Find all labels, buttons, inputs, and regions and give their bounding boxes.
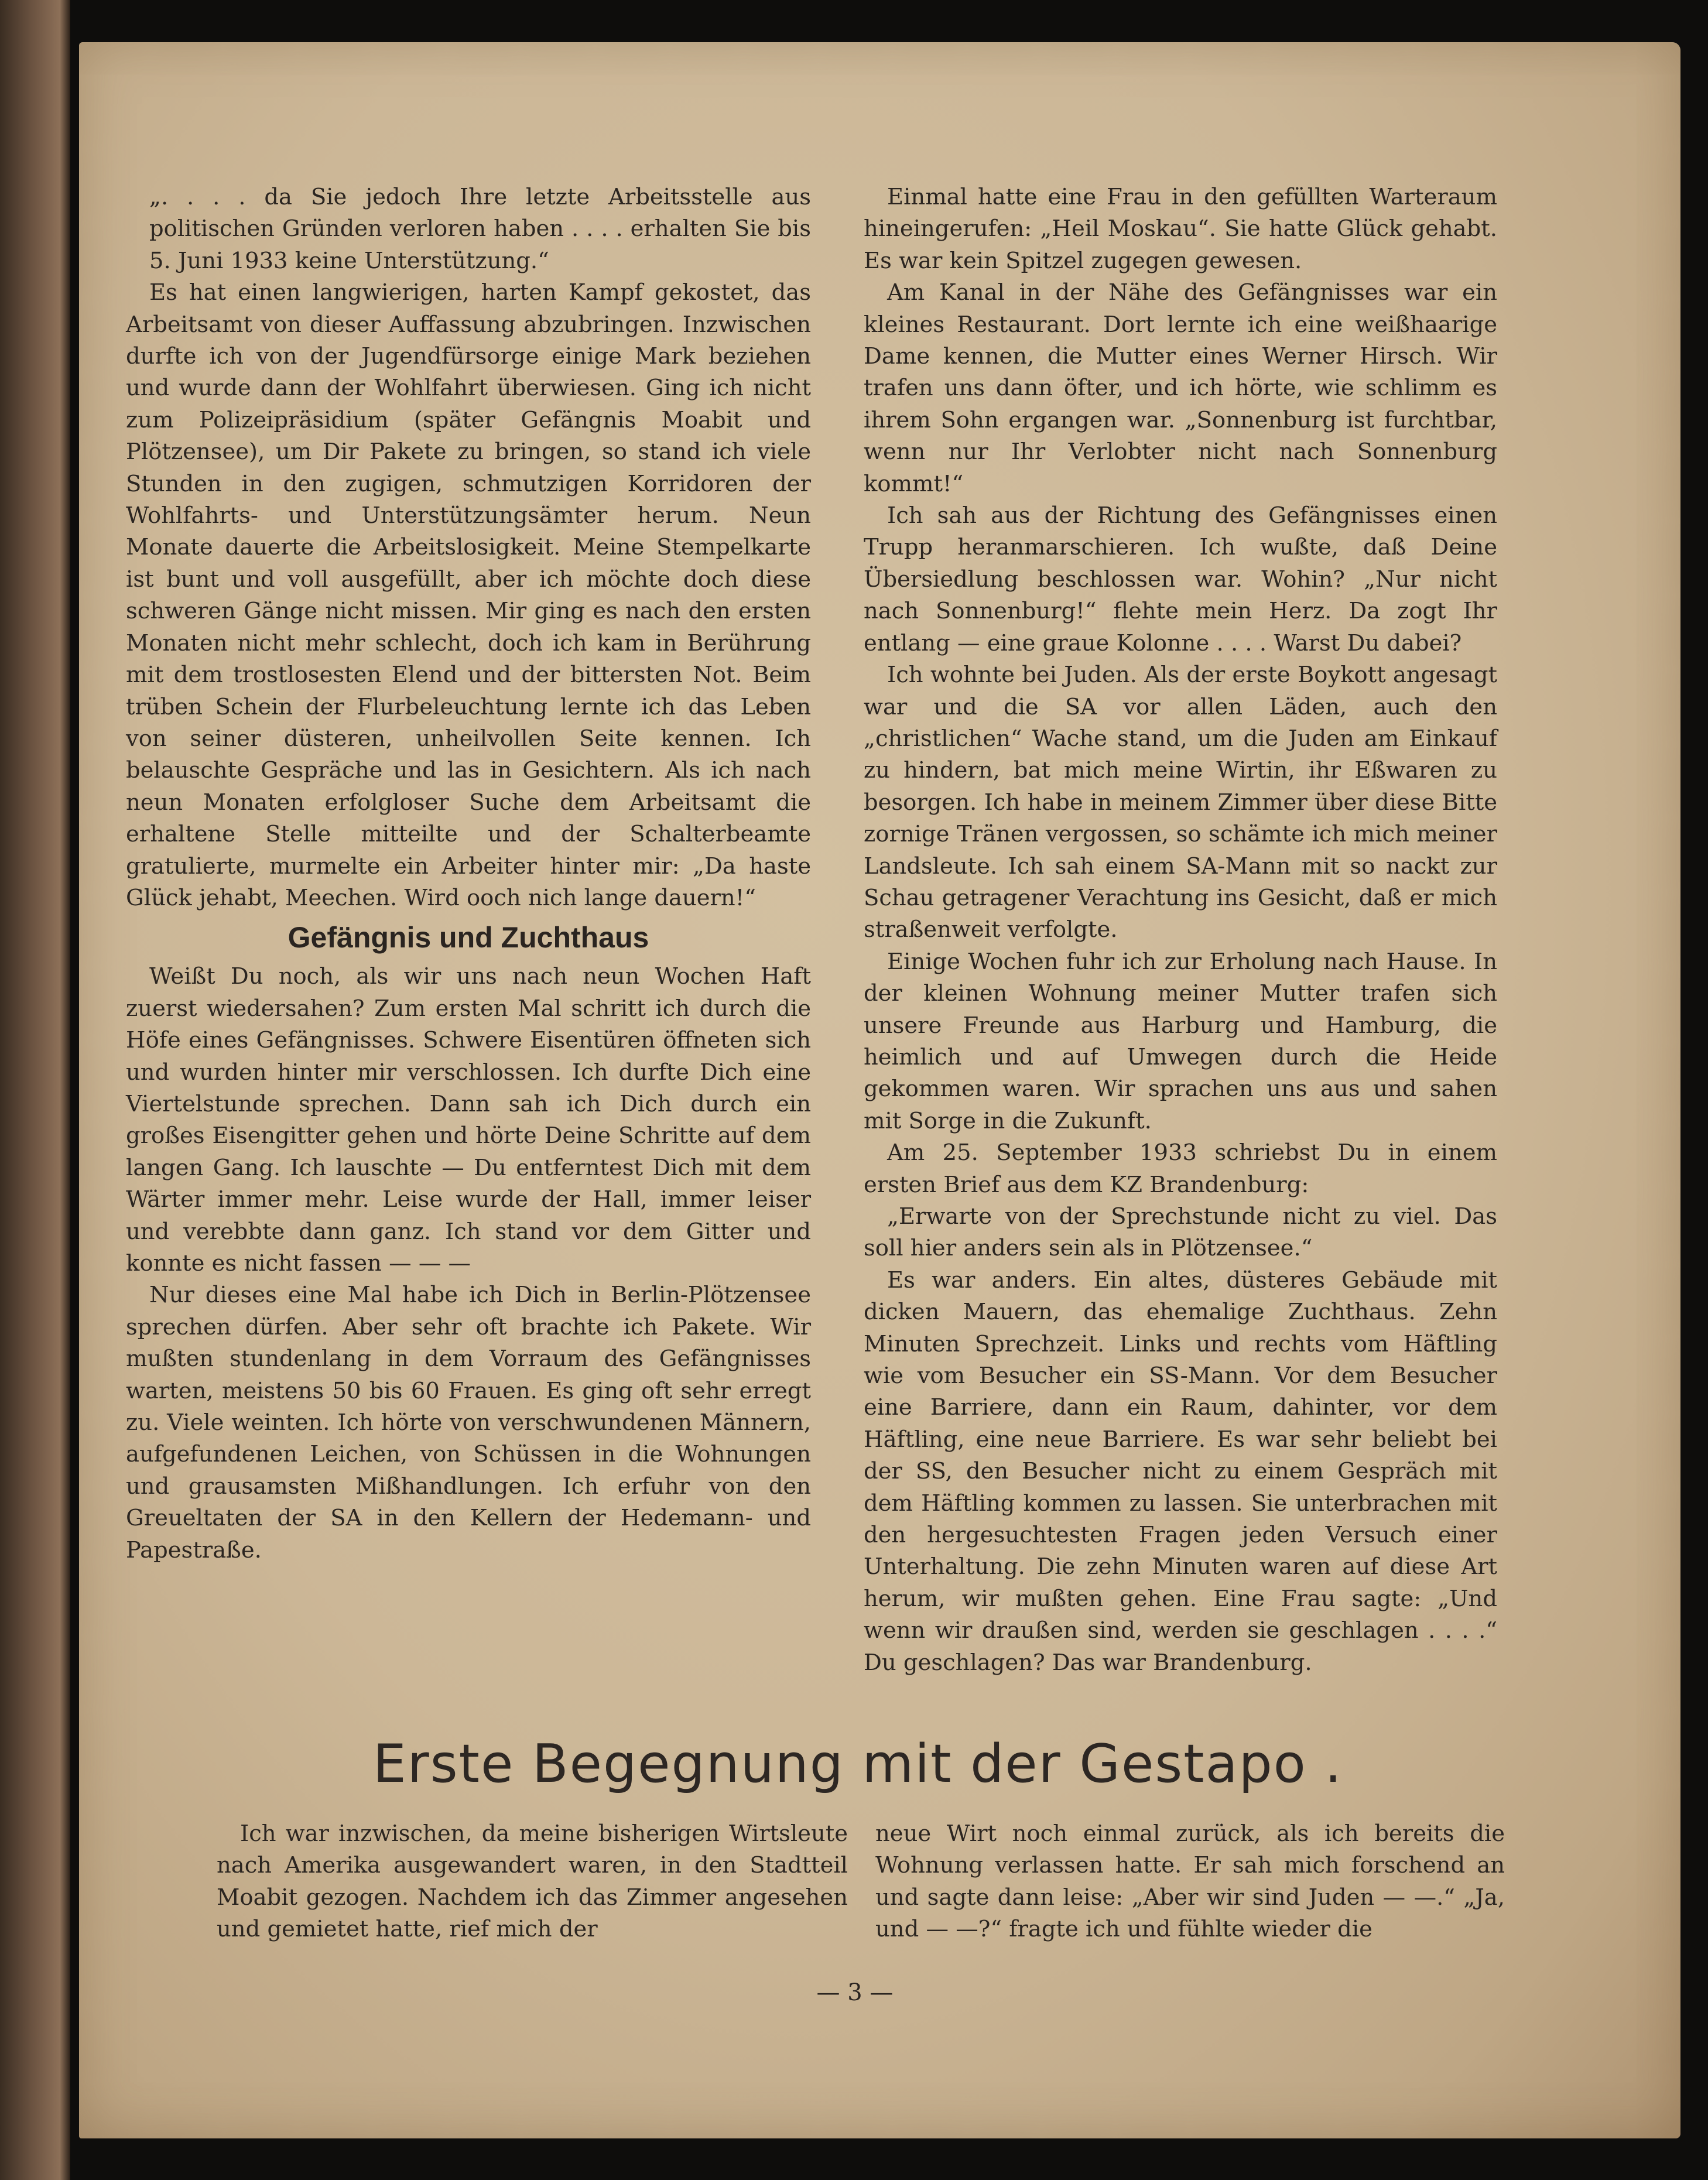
paragraph: Einmal hatte eine Frau in den gefüllten Warteraum hineingerufen: „Heil Moskau“. Sie hatte Glück gehabt. Es war kein Spitzel zugegen gewesen. (864, 184, 1497, 274)
paragraph: Ich sah aus der Richtung des Gefängnisses einen Trupp heranmarschieren. Ich wußte, daß Deine Übersiedlung beschlossen war. Wohin? „Nur nicht nach Sonnenburg!“ flehte mein Herz. Da zogt Ihr entlang — eine graue Kolonne . . . . Warst Du dabei? (864, 502, 1497, 656)
paragraph: Nur dieses eine Mal habe ich Dich in Berlin-Plötzensee sprechen dürfen. Aber sehr oft brachte ich Pakete. Wir mußten stundenlang in dem Vorraum des Gefängnisses warten, meistens 50 bis 60 Frauen. Es ging oft sehr erregt zu. Viele weinten. Ich hörte von verschwundenen Männern, aufgefundenen Leichen, von Schüssen in die Wohnungen und grausamsten Mißhandlungen. Ich erfuhr von den Greueltaten der SA in den Kellern der Hedemann- und Papestraße. (126, 1282, 811, 1563)
right-column (864, 182, 1497, 1679)
quote-paragraph: „Erwarte von der Sprechstunde nicht zu viel. Das soll hier anders sein als in Plötzensee.“ (864, 1203, 1497, 1262)
paragraph: „. . . . da Sie jedoch Ihre letzte Arbeitsstelle aus politischen Gründen verloren haben . . . . erhalten Sie bis 5. Juni 1933 keine Unterstützung.“ (149, 184, 811, 274)
facing-page-edge (0, 0, 70, 2180)
paragraph: Einige Wochen fuhr ich zur Erholung nach Hause. In der kleinen Wohnung meiner Mutter trafen sich unsere Freunde aus Harburg und Hamburg, die heimlich und auf Umwegen durch die Heide gekommen waren. Wir sprachen uns aus und sahen mit Sorge in die Zukunft. (864, 948, 1497, 1134)
bottom-right-column (875, 1818, 1505, 1946)
page-number: — 3 — (816, 1979, 894, 2006)
paragraph: Ich wohnte bei Juden. Als der erste Boykott angesagt war und die SA vor allen Läden, auch den „christlichen“ Wache stand, um die Juden am Einkauf zu hindern, bat mich meine Wirtin, ihr Eßwaren zu besorgen. Ich habe in meinem Zimmer über diese Bitte zornige Tränen vergossen, so schämte ich mich meiner Landsleute. Ich sah einem SA-Mann mit so nackt zur Schau getragener Verachtung ins Gesicht, daß er mich straßenweit verfolgte. (864, 662, 1497, 943)
paragraph: Am Kanal in der Nähe des Gefängnisses war ein kleines Restaurant. Dort lernte ich eine weißhaarige Dame kennen, die Mutter eines Werner Hirsch. Wir trafen uns dann öfter, und ich hörte, wie schlimm es ihrem Sohn ergangen war. „Sonnenburg ist furchtbar, wenn nur Ihr Verlobter nicht nach Sonnenburg kommt!“ (864, 279, 1497, 497)
paragraph: Es hat einen langwierigen, harten Kampf gekostet, das Arbeitsamt von dieser Auffassung abzubringen. Inzwischen durfte ich von der Jugendfürsorge einige Mark beziehen und wurde dann der Wohlfahrt überwiesen. Ging ich nicht zum Polizeipräsidium (später Gefängnis Moabit und Plötzensee), um Dir Pakete zu bringen, so stand ich viele Stunden in den zugigen, schmutzigen Korridoren der Wohlfahrts- und Unterstützungsämter herum. Neun Monate dauerte die Arbeitslosigkeit. Meine Stempelkarte ist bunt und voll ausgefüllt, aber ich möchte doch diese schweren Gänge nicht missen. Mir ging es nach den ersten Monaten nicht mehr schlecht, doch ich kam in Berührung mit dem trostlosesten Elend und der bittersten Not. Beim trüben Schein der Flurbeleuchtung lernte ich das Leben von seiner düsteren, unheilvollen Seite kennen. Ich belauschte Gespräche und las in Gesichtern. Als ich nach neun Monaten erfolgloser Suche dem Arbeitsamt die erhaltene Stelle mitteilte und der Schalterbeamte gratulierte, murmelte ein Arbeiter hinter mir: „Da haste Glück jehabt, Meechen. Wird ooch nich lange dauern!“ (126, 279, 811, 911)
paragraph: neue Wirt noch einmal zurück, als ich bereits die Wohnung verlassen hatte. Er sah mich forschend an und sagte dann leise: „Aber wir sind Juden — —.“ „Ja, und — —?“ fragte ich und fühlte wieder die (875, 1820, 1505, 1943)
paragraph: Weißt Du noch, als wir uns nach neun Wochen Haft zuerst wiedersahen? Zum ersten Mal schritt ich durch die Höfe eines Gefängnisses. Schwere Eisentüren öffneten sich und wurden hinter mir verschlossen. Ich durfte Dich eine Viertelstunde sprechen. Dann sah ich Dich durch ein großes Eisengitter gehen und hörte Deine Schritte auf dem langen Gang. Ich lauschte — Du entferntest Dich mit dem Wärter immer mehr. Leise wurde der Hall, immer leiser und verebbte dann ganz. Ich stand vor dem Gitter und konnte es nicht fassen — — — (126, 963, 811, 1276)
section-heading: Gefängnis und Zuchthaus (287, 921, 649, 954)
paragraph: Es war anders. Ein altes, düsteres Gebäude mit dicken Mauern, das ehemalige Zuchthaus. Zehn Minuten Sprechzeit. Links und rechts vom Häftling wie vom Besucher ein SS-Mann. Vor dem Besucher eine Barriere, dann ein Raum, dahinter, vor dem Häftling, eine neue Barriere. Es war sehr beliebt bei der SS, den Besucher nicht zu einem Gespräch mit dem Häftling kommen zu lassen. Sie unterbrachen mit den hergesuchtesten Fragen jeden Versuch einer Unterhaltung. Die zehn Minuten waren auf diese Art herum, wir mußten gehen. Eine Frau sagte: „Und wenn wir draußen sind, werden sie geschlagen . . . .“ Du geschlagen? Das war Brandenburg. (864, 1267, 1497, 1676)
main-heading: Erste Begegnung mit der Gestapo . (372, 1733, 1343, 1795)
paragraph: Ich war inzwischen, da meine bisherigen Wirtsleute nach Amerika ausgewandert waren, in den Stadtteil Moabit gezogen. Nachdem ich das Zimmer angesehen und gemietet hatte, rief mich der (217, 1820, 848, 1943)
left-column (126, 182, 811, 1566)
bottom-left-column (217, 1818, 848, 1946)
paragraph: Am 25. September 1933 schriebst Du in einem ersten Brief aus dem KZ Brandenburg: (864, 1139, 1497, 1198)
